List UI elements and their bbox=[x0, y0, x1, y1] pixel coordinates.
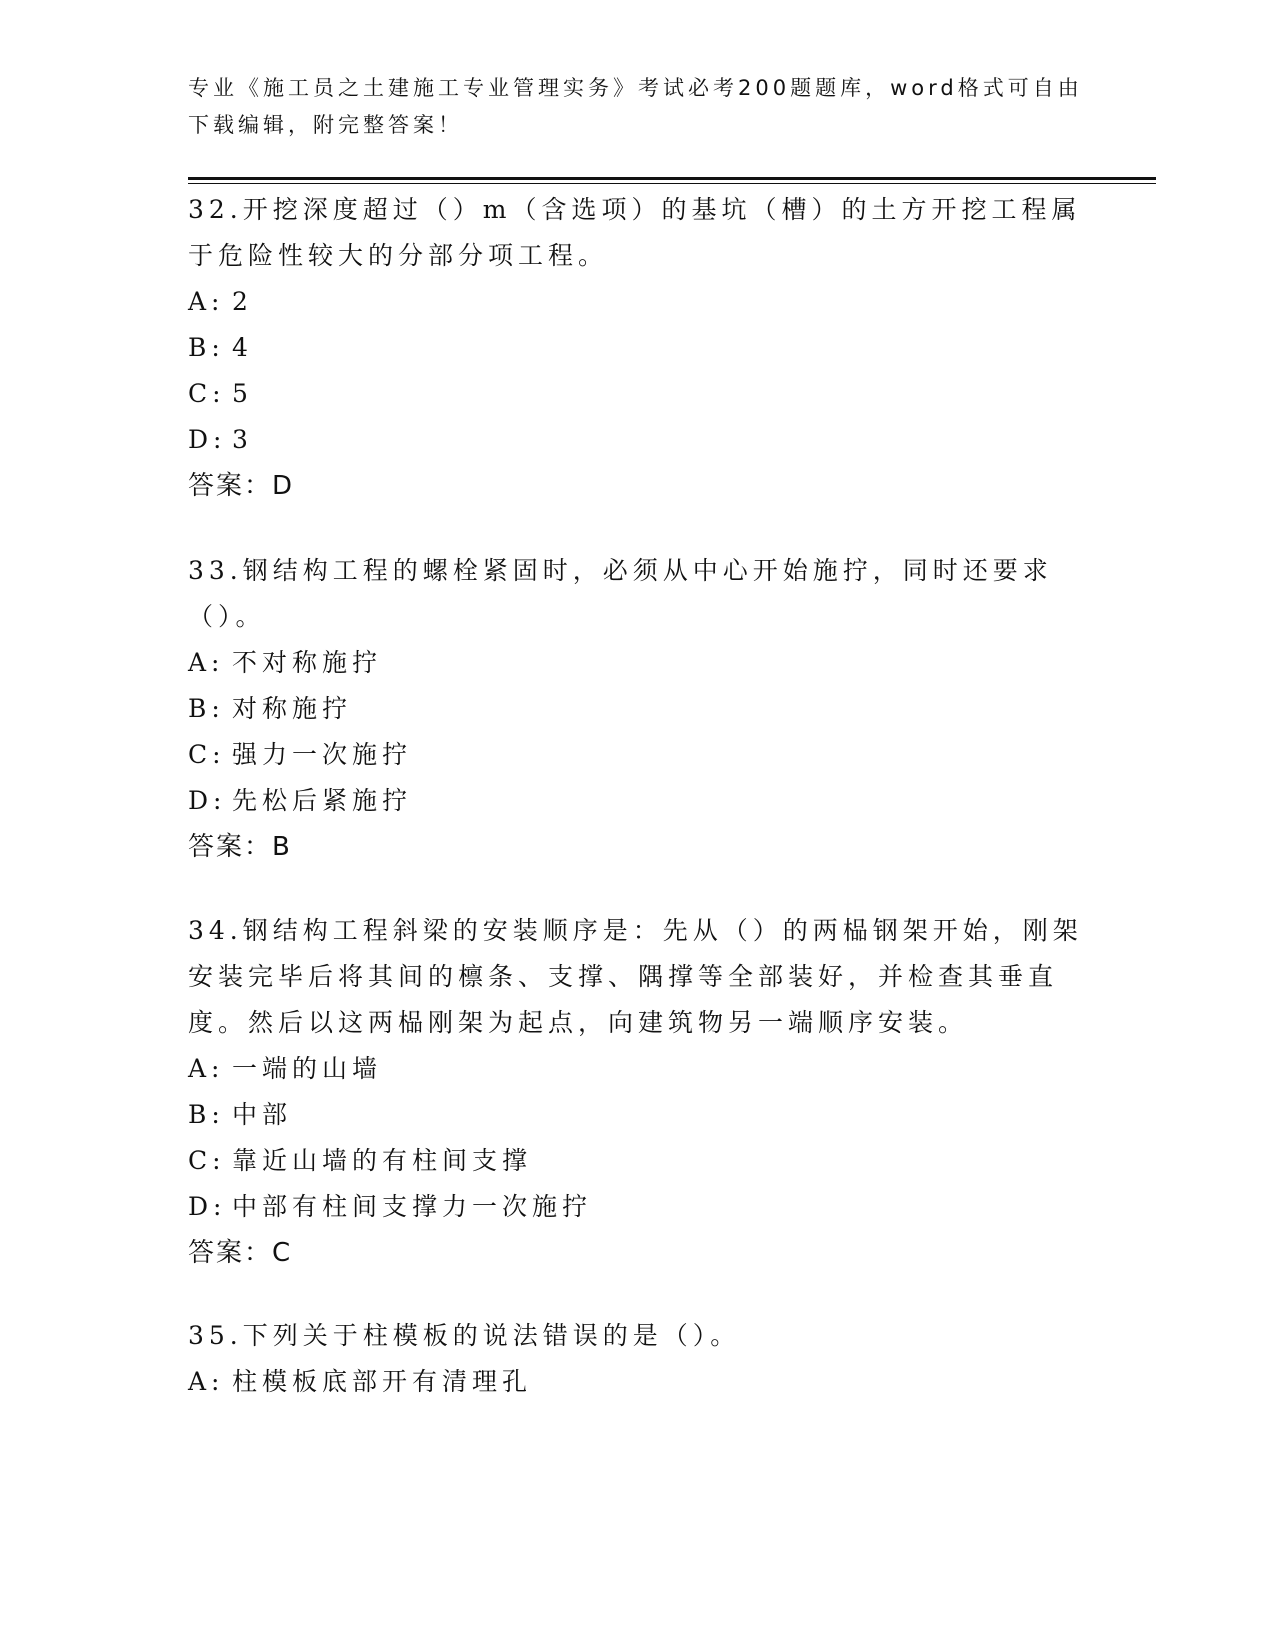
option-text: 中部 bbox=[232, 1100, 293, 1129]
option-d bbox=[188, 778, 1088, 824]
option-text: 靠近山墙的有柱间支撑 bbox=[232, 1146, 533, 1175]
question-stem: 35.下列关于柱模板的说法错误的是（）。 bbox=[188, 1321, 741, 1350]
question-33 bbox=[188, 548, 1088, 870]
question-35 bbox=[188, 1313, 1088, 1405]
option-label: C: bbox=[188, 1146, 226, 1175]
option-b bbox=[188, 1092, 1088, 1138]
option-text: 先松后紧施拧 bbox=[232, 786, 413, 815]
option-c bbox=[188, 732, 1088, 778]
option-text: 中部有柱间支撑力一次施拧 bbox=[232, 1192, 593, 1221]
option-a bbox=[188, 640, 1088, 686]
question-stem: 33.钢结构工程的螺栓紧固时，必须从中心开始施拧，同时还要求（）。 bbox=[188, 556, 1053, 631]
option-label: A: bbox=[188, 1367, 225, 1396]
option-a bbox=[188, 279, 1088, 325]
question-stem: 32.开挖深度超过（）m（含选项）的基坑（槽）的土方开挖工程属于危险性较大的分部分项工程。 bbox=[188, 195, 1082, 270]
option-a bbox=[188, 1046, 1088, 1092]
option-c bbox=[188, 1138, 1088, 1184]
option-a bbox=[188, 1359, 1088, 1405]
option-label: C: bbox=[188, 740, 226, 769]
option-text: 对称施拧 bbox=[232, 694, 353, 723]
option-b bbox=[188, 325, 1088, 371]
option-label: A: bbox=[188, 287, 225, 316]
option-text: 3 bbox=[232, 425, 253, 454]
question-32 bbox=[188, 187, 1088, 509]
option-text: 强力一次施拧 bbox=[232, 740, 413, 769]
option-text: 5 bbox=[232, 379, 253, 408]
option-d bbox=[188, 1184, 1088, 1230]
option-label: A: bbox=[188, 648, 225, 677]
option-label: D: bbox=[188, 1192, 227, 1221]
option-text: 一端的山墙 bbox=[232, 1054, 383, 1083]
option-text: 柱模板底部开有清理孔 bbox=[232, 1367, 533, 1396]
option-text: 不对称施拧 bbox=[232, 648, 383, 677]
option-b bbox=[188, 686, 1088, 732]
header-rule-thin bbox=[188, 183, 1156, 184]
option-label: B: bbox=[188, 333, 225, 362]
answer-line: 答案：D bbox=[188, 471, 295, 501]
option-c bbox=[188, 371, 1088, 417]
option-label: A: bbox=[188, 1054, 225, 1083]
option-d bbox=[188, 417, 1088, 463]
option-label: B: bbox=[188, 1100, 225, 1129]
option-label: D: bbox=[188, 786, 227, 815]
answer-line: 答案：B bbox=[188, 832, 292, 862]
option-text: 2 bbox=[232, 287, 253, 316]
option-label: B: bbox=[188, 694, 225, 723]
option-text: 4 bbox=[232, 333, 253, 362]
answer-line: 答案：C bbox=[188, 1238, 293, 1268]
question-34 bbox=[188, 908, 1088, 1276]
header-rule-thick bbox=[188, 177, 1156, 180]
option-label: D: bbox=[188, 425, 227, 454]
question-stem: 34.钢结构工程斜梁的安装顺序是：先从（）的两榀钢架开始，刚架安装完毕后将其间的檩条、支撑、隅撑等全部装好，并检查其垂直度。然后以这两榀刚架为起点，向建筑物另一端顺序安装。 bbox=[188, 916, 1083, 1037]
option-label: C: bbox=[188, 379, 226, 408]
document-header: 专业《施工员之土建施工专业管理实务》考试必考200题题库，word格式可自由下载编辑，附完整答案！ bbox=[188, 76, 1083, 137]
